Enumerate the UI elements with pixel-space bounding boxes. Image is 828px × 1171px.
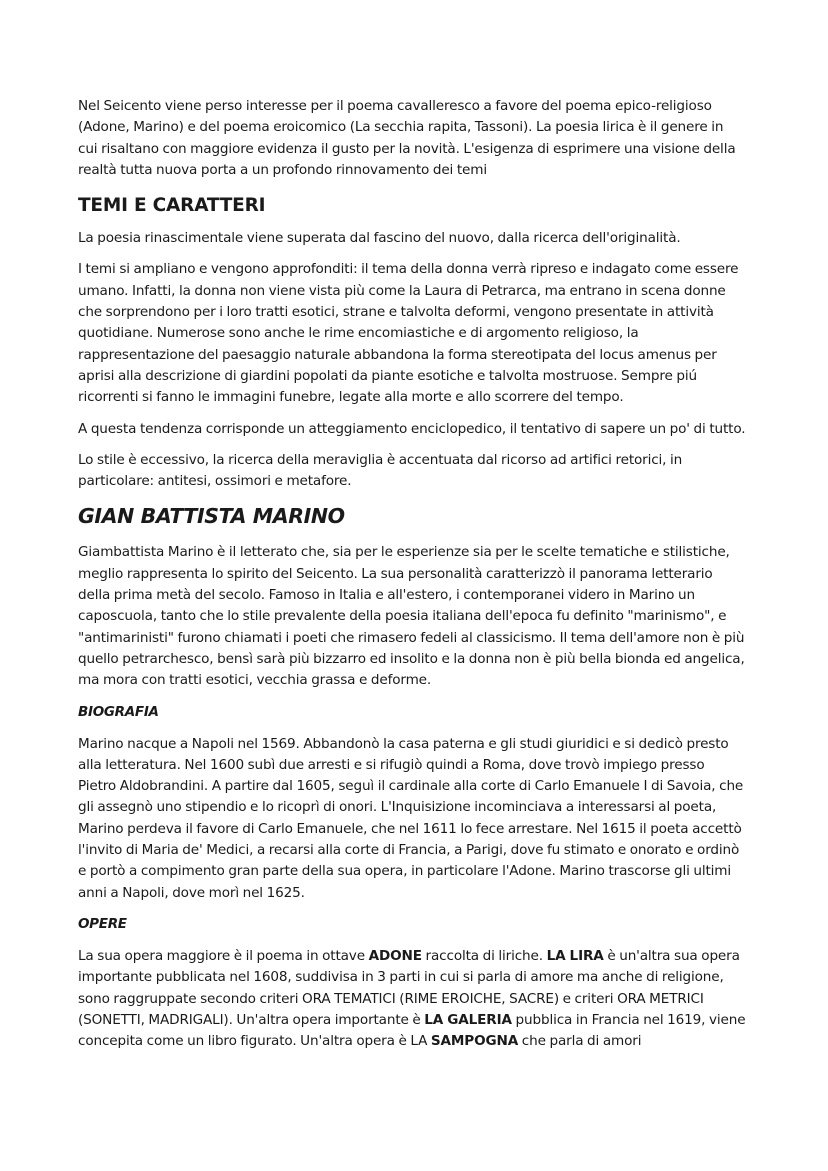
temi-paragraph: La poesia rinascimentale viene superata dal fascino del nuovo, dalla ricerca dell'originalità. (78, 230, 681, 247)
biografia-paragraph: Marino nacque a Napoli nel 1569. Abbandonò la casa paterna e gli studi giuridici e si dedicò presto alla letteratura. Nel 1600 subì due arresti e si rifugiò quindi a Roma, dove trovò impiego presso Pietro Aldobrandini. A partire dal 1605, seguì il cardinale alla corte di Carlo Emanuele I di Savoia, che gli assegnò uno stipendio e lo ricoprì di onori. L'Inquisizione incominciava a interessarsi al poeta, Marino perdeva il favore di Carlo Emanuele, che nel 1611 lo fece arrestare. Nel 1615 il poeta accettò l'invito di Maria de' Medici, a recarsi alla corte di Francia, a Parigi, dove fu stimato e onorato e ordinò e portò a compimento gran parte della sua opera, in particolare l'Adone. Marino trascorse gli ultimi anni a Napoli, dove morì nel 1625. (78, 735, 744, 901)
work-title-adone: ADONE (368, 947, 422, 964)
temi-paragraph: A questa tendenza corrisponde un atteggiamento enciclopedico, il tentativo di sapere un po' di tutto. (78, 420, 746, 437)
marino-intro-paragraph: Giambattista Marino è il letterato che, sia per le esperienze sia per le scelte tematiche e stilistiche, meglio rappresenta lo spirito del Seicento. La sua personalità caratterizzò il panorama letterario della prima metà del secolo. Famoso in Italia e all'estero, i contemporanei videro in Marino un caposcuola, tanto che lo stile prevalente della poesia italiana dell'epoca fu definito "marinismo", e "antimarinisti" furono chiamati i poeti che rimasero fedeli al classicismo. Il tema dell'amore non è più quello petrarchesco, bensì sarà più bizzarro ed insolito e la donna non è più bella bionda ed angelica, ma mora con tratti esotici, vecchia grassa e deforme. (78, 544, 745, 689)
opere-text: è un'altra sua opera importante pubblicata nel 1608, suddivisa in 3 parti in cui si parla di amore ma anche di religione, sono raggruppate secondo criteri ORA TEMATICI (RIME EROICHE, SACRE) e criteri ORA METRICI (SONETTI, MADRIGALI). Un'altra opera importante è (78, 947, 740, 1028)
section-heading-marino: GIAN BATTISTA MARINO (78, 504, 345, 529)
opere-text: raccolta di liriche. (421, 947, 547, 964)
subheading-opere: OPERE (78, 915, 127, 932)
opere-paragraph (78, 946, 746, 1052)
work-title-la-lira: LA LIRA (546, 947, 604, 964)
section-heading-temi: TEMI E CARATTERI (78, 195, 266, 217)
document-page (78, 96, 746, 1052)
temi-paragraph: I temi si ampliano e vengono approfonditi: il tema della donna verrà ripreso e indagato come essere umano. Infatti, la donna non viene vista più come la Laura di Petrarca, ma entrano in scena donne che sorprendono per i loro tratti esotici, strane e talvolta deformi, vengono presentate in attività quotidiane. Numerose sono anche le rime encomiastiche e di argomento religioso, la rappresentazione del paesaggio naturale abbandona la forma stereotipata del locus amenus per aprisi alla descrizione di giardini popolati da piante esotiche e talvolta mostruose. Sempre piú ricorrenti si fanno le immagini funebre, legate alla morte e allo scorrere del tempo. (78, 261, 739, 406)
intro-paragraph: Nel Seicento viene perso interesse per il poema cavalleresco a favore del poema epico-religioso (Adone, Marino) e del poema eroicomico (La secchia rapita, Tassoni). La poesia lirica è il genere in cui risaltano con maggiore evidenza il gusto per la novità. L'esigenza di esprimere una visione della realtà tutta nuova porta a un profondo rinnovamento dei temi (78, 98, 736, 178)
subheading-biografia: BIOGRAFIA (78, 703, 159, 720)
opere-text: La sua opera maggiore è il poema in ottave (78, 947, 369, 964)
opere-text: che parla di amori (518, 1033, 642, 1050)
work-title-la-galeria: LA GALERIA (424, 1011, 512, 1028)
opere-text: pubblica in Francia nel 1619, viene concepita come un libro figurato. Un'altra opera è LA (78, 1011, 746, 1050)
work-title-sampogna: SAMPOGNA (430, 1033, 519, 1050)
temi-paragraph: Lo stile è eccessivo, la ricerca della meraviglia è accentuata dal ricorso ad artifici retorici, in particolare: antitesi, ossimori e metafore. (78, 451, 683, 490)
